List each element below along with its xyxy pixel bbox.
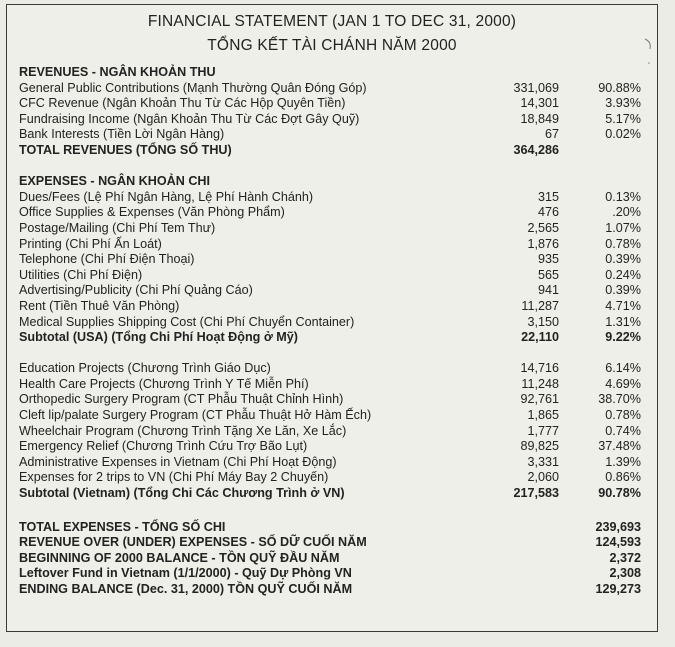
revenue-row-percent: 0.02% (605, 127, 641, 142)
usa-expense-row-label: Rent (Tiền Thuê Văn Phòng) (19, 298, 180, 313)
usa-subtotal-amount: 22,110 (521, 330, 559, 345)
spacer (19, 346, 647, 362)
total-revenues-amount: 364,286 (513, 142, 559, 157)
revenue-row-label: General Public Contributions (Mạnh Thường Quân Đóng Góp) (19, 80, 367, 95)
usa-expense-row-label: Advertising/Publicity (Chi Phí Quảng Cáo) (19, 283, 253, 298)
vn-expense-row-percent: 38.70% (598, 392, 641, 407)
summary-row (19, 535, 647, 551)
revenue-row (19, 81, 647, 97)
usa-expense-row-amount: 315 (537, 189, 559, 204)
revenue-row-percent: 5.17% (605, 111, 641, 126)
vn-expense-row-amount: 2,060 (527, 470, 559, 485)
vn-expense-row-label: Administrative Expenses in Vietnam (Chi Phí Hoạt Động) (19, 454, 337, 469)
vn-expense-row (19, 439, 647, 455)
usa-expense-row-percent: 0.39% (605, 283, 641, 298)
vn-expense-row-amount: 89,825 (520, 439, 559, 454)
vn-expense-row (19, 392, 647, 408)
usa-expense-row-amount: 941 (537, 283, 559, 298)
vn-expense-row-percent: 6.14% (605, 361, 641, 376)
usa-expense-row (19, 268, 647, 284)
summary-row-label: REVENUE OVER (UNDER) EXPENSES - SỐ DỮ CUỐI NĂM (19, 535, 367, 550)
vn-expense-row-amount: 1,865 (527, 408, 559, 423)
usa-expense-row (19, 252, 647, 268)
usa-expense-items (19, 190, 647, 330)
revenue-row-amount: 331,069 (513, 80, 559, 95)
revenues-header-row (19, 65, 647, 81)
usa-expense-row-amount: 3,150 (527, 314, 559, 329)
vn-expense-row-label: Expenses for 2 trips to VN (Chi Phí Máy Bay 2 Chuyến) (19, 470, 329, 485)
usa-expense-row-amount: 935 (537, 252, 559, 267)
vn-expense-row-label: Wheelchair Program (Chương Trình Tặng Xe Lăn, Xe Lắc) (19, 423, 347, 438)
vn-subtotal-row (19, 486, 647, 502)
vn-expense-row (19, 424, 647, 440)
usa-expense-row-percent: 0.39% (605, 252, 641, 267)
usa-expense-row (19, 299, 647, 315)
usa-expense-row-amount: 1,876 (527, 236, 559, 251)
expenses-header-row (19, 174, 647, 190)
vn-expense-row (19, 361, 647, 377)
statement-body (19, 65, 647, 598)
usa-expense-row (19, 283, 647, 299)
vn-expense-row-amount: 1,777 (527, 423, 559, 438)
summary-row (19, 582, 647, 598)
summary-row-amount: 2,308 (609, 566, 641, 581)
usa-expense-row (19, 205, 647, 221)
vn-expense-row-label: Orthopedic Surgery Program (CT Phẫu Thuật Chỉnh Hình) (19, 392, 344, 407)
summary-row-label: Leftover Fund in Vietnam (1/1/2000) - Quỹ Dự Phòng VN (19, 566, 352, 581)
summary-row-label: ENDING BALANCE (Dec. 31, 2000) TỒN QUỸ CUỐI NĂM (19, 582, 353, 596)
vn-expense-row (19, 470, 647, 486)
usa-expense-row-amount: 11,287 (521, 298, 559, 313)
vn-expense-row-amount: 92,761 (520, 392, 559, 407)
usa-expense-row-percent: 1.31% (605, 314, 641, 329)
vn-expense-row-percent: 4.69% (605, 376, 641, 391)
expenses-header: EXPENSES - NGÂN KHOẢN CHI (19, 174, 211, 189)
usa-expense-row-label: Utilities (Chi Phí Điện) (19, 267, 143, 282)
summary-row-label: BEGINNING OF 2000 BALANCE - TỒN QUỸ ĐẦU NĂM (19, 550, 340, 565)
usa-expense-row-percent: 0.24% (605, 267, 641, 282)
usa-expense-row-percent: 0.13% (605, 189, 641, 204)
summary-row (19, 566, 647, 582)
vn-expense-row-percent: 0.74% (605, 423, 641, 438)
statement-title: FINANCIAL STATEMENT (JAN 1 TO DEC 31, 2000) (147, 13, 517, 30)
revenue-row (19, 96, 647, 112)
usa-expense-row-percent: .20% (612, 205, 641, 220)
vn-expense-row-percent: 0.78% (605, 408, 641, 423)
vn-expense-row-label: Education Projects (Chương Trình Giáo Dục) (19, 361, 271, 376)
summary-row-amount: 129,273 (595, 582, 641, 596)
revenue-row-percent: 90.88% (598, 80, 641, 95)
vn-expense-row-amount: 3,331 (527, 454, 559, 469)
usa-expense-row-percent: 1.07% (605, 220, 641, 235)
summary-row (19, 551, 647, 567)
usa-expense-row-amount: 476 (537, 205, 559, 220)
summary-row-amount: 124,593 (595, 535, 641, 550)
vn-expense-row-label: Health Care Projects (Chương Trình Y Tế Miễn Phí) (19, 376, 309, 391)
revenue-row-label: Fundraising Income (Ngân Khoản Thu Từ Các Đợt Gây Quỹ) (19, 111, 360, 126)
revenue-row-amount: 14,301 (520, 96, 559, 111)
usa-expense-row-label: Postage/Mailing (Chi Phí Tem Thư) (19, 220, 216, 235)
vn-expense-row (19, 408, 647, 424)
revenue-row-label: CFC Revenue (Ngân Khoản Thu Từ Các Hộp Quyên Tiền) (19, 96, 346, 111)
vn-expense-row-percent: 37.48% (598, 439, 641, 454)
statement-subtitle-vn: TỔNG KẾT TÀI CHÁNH NĂM 2000 (207, 37, 457, 54)
usa-expense-row-label: Dues/Fees (Lệ Phí Ngân Hàng, Lệ Phí Hành Chánh) (19, 189, 314, 204)
usa-subtotal-percent: 9.22% (605, 330, 641, 345)
revenue-row-amount: 67 (544, 127, 559, 142)
usa-subtotal-label: Subtotal (USA) (Tổng Chi Phí Hoạt Động ở Mỹ) (19, 330, 298, 345)
revenue-row-percent: 3.93% (605, 96, 641, 111)
spacer (19, 159, 647, 175)
usa-expense-row-percent: 0.78% (605, 236, 641, 251)
summary-row (19, 520, 647, 536)
vn-expense-row-percent: 1.39% (605, 454, 641, 469)
revenues-header: REVENUES - NGÂN KHOẢN THU (19, 65, 216, 79)
vn-expense-row-amount: 11,248 (521, 376, 559, 391)
financial-statement-page (6, 4, 658, 632)
revenue-row-amount: 18,849 (520, 111, 559, 126)
usa-expense-row (19, 190, 647, 206)
usa-expense-row-percent: 4.71% (605, 298, 641, 313)
revenue-items (19, 81, 647, 143)
revenue-row-label: Bank Interests (Tiền Lời Ngân Hàng) (19, 127, 225, 142)
vn-expense-row-label: Emergency Relief (Chương Trình Cứu Trợ Bão Lụt) (19, 439, 308, 454)
summary-row-label: TOTAL EXPENSES - TỔNG SỐ CHI (19, 519, 226, 534)
usa-expense-row-label: Printing (Chi Phí Ấn Loát) (19, 236, 162, 251)
vietnam-expense-items (19, 361, 647, 486)
vn-expense-row (19, 377, 647, 393)
usa-expense-row-label: Office Supplies & Expenses (Văn Phòng Phẩm) (19, 205, 285, 220)
usa-expense-row (19, 237, 647, 253)
page-edge-mark-icon (643, 37, 653, 87)
revenue-row (19, 112, 647, 128)
total-revenues-label: TOTAL REVENUES (TỔNG SỐ THU) (19, 142, 232, 157)
usa-expense-row (19, 221, 647, 237)
revenue-row (19, 127, 647, 143)
usa-expense-row-amount: 565 (537, 267, 559, 282)
vn-subtotal-label: Subtotal (Vietnam) (Tổng Chi Các Chương Trình ở VN) (19, 486, 345, 501)
summary-items (19, 520, 647, 598)
spacer (19, 502, 647, 520)
vn-expense-row (19, 455, 647, 471)
usa-expense-row-label: Telephone (Chi Phí Điện Thoại) (19, 252, 195, 267)
vn-expense-row-amount: 14,716 (520, 361, 559, 376)
vn-expense-row-percent: 0.86% (605, 470, 641, 485)
summary-row-amount: 2,372 (609, 550, 641, 565)
vn-subtotal-amount: 217,583 (513, 486, 559, 501)
usa-expense-row-amount: 2,565 (527, 220, 559, 235)
vn-subtotal-percent: 90.78% (598, 486, 641, 501)
usa-expense-row-label: Medical Supplies Shipping Cost (Chi Phí Chuyển Container) (19, 314, 355, 329)
usa-subtotal-row (19, 330, 647, 346)
total-revenues-row (19, 143, 647, 159)
usa-expense-row (19, 315, 647, 331)
summary-row-amount: 239,693 (595, 519, 641, 534)
vn-expense-row-label: Cleft lip/palate Surgery Program (CT Phẫu Thuật Hở Hàm Ếch) (19, 408, 372, 423)
